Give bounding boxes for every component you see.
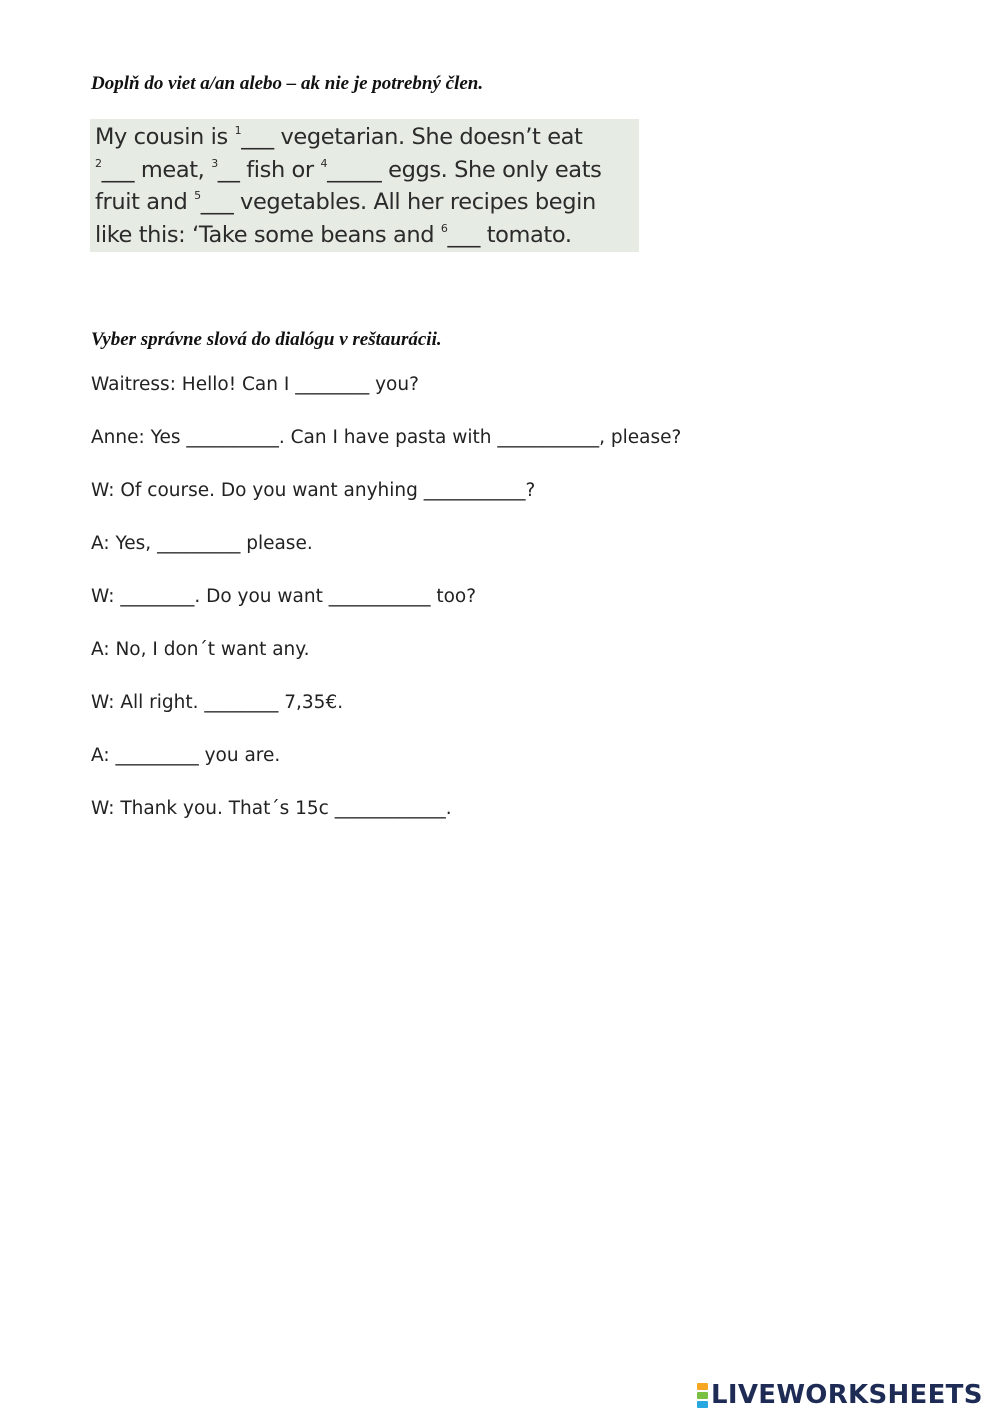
dialogue-line: Anne: Yes __________. Can I have pasta with ___________, please? [91,427,682,448]
textbook-text: ___ tomato. [447,221,572,248]
logo-bar-orange [697,1383,708,1390]
textbook-text: ___ meat, [101,156,212,183]
logo-text: LIVEWORKSHEETS [711,1380,983,1410]
liveworksheets-logo[interactable] [697,1378,983,1412]
textbook-excerpt [90,119,639,252]
dialogue-line: A: Yes, _________ please. [91,533,313,554]
item-number: 6 [440,221,448,235]
textbook-text: _____ eggs. She only eats [327,156,602,183]
textbook-line [95,154,639,187]
textbook-text: __ fish or [217,156,321,183]
dialogue-line: W: ________. Do you want ___________ too? [91,586,477,607]
textbook-text: ___ vegetarian. She doesn’t eat [241,124,583,150]
instruction-restaurant-dialogue: Vyber správne slová do dialógu v reštaurácii. [91,329,442,350]
item-number: 3 [211,156,218,170]
item-number: 1 [234,124,242,137]
logo-bar-blue [697,1401,708,1408]
textbook-text: like this: ‘Take some beans and [95,221,441,248]
dialogue-line: W: Of course. Do you want anyhing ___________? [91,480,536,501]
textbook-text: fruit and [95,189,195,215]
dialogue-line: A: No, I don´t want any. [91,639,310,660]
textbook-line [95,219,639,252]
dialogue-line: W: Thank you. That´s 15c ____________. [91,798,452,819]
textbook-text: My cousin is [95,124,235,150]
textbook-text: ___ vegetables. All her recipes begin [200,189,596,215]
textbook-line [95,121,639,154]
instruction-fill-articles: Doplň do viet a/an alebo – ak nie je potrebný člen. [91,73,484,94]
textbook-line [95,186,639,219]
liveworksheets-logo-icon [697,1383,708,1408]
logo-bar-green [697,1392,708,1399]
item-number: 5 [194,189,201,202]
dialogue-line: Waitress: Hello! Can I ________ you? [91,374,419,395]
item-number: 4 [320,156,328,170]
dialogue-line: W: All right. ________ 7,35€. [91,692,344,713]
item-number: 2 [95,156,102,170]
dialogue-line: A: _________ you are. [91,745,281,766]
